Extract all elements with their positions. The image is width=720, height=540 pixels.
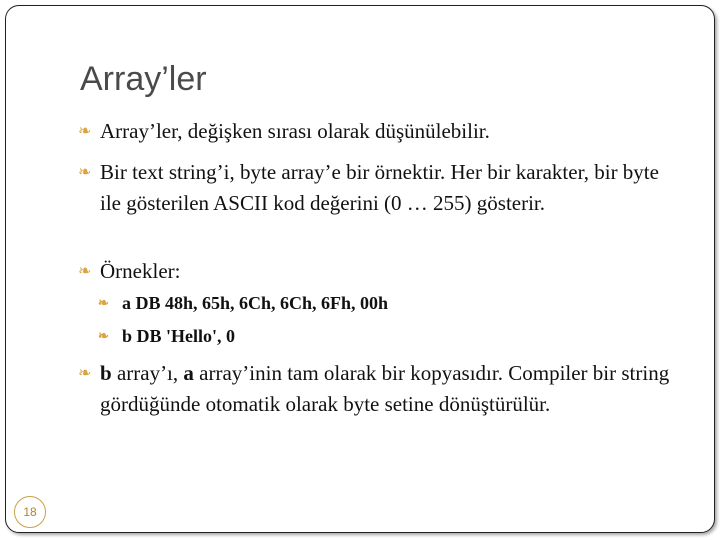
bullet-text: array’inin tam olarak bir kopyasıdır. Compiler bir string gördüğünde otomatik olarak byte setine dönüştürülür. [100,361,670,416]
array-name-b: b [100,361,112,385]
bullet-text: array’ı, [111,361,184,385]
bullet-marker-icon: ❧ [98,328,109,343]
slide-number-badge [14,496,46,528]
bullet-item [78,358,678,420]
example-item [98,289,678,317]
bullet-item [78,256,678,287]
example-text: b DB 'Hello', 0 [122,326,236,346]
bullet-text: Array’ler, değişken sırası olarak düşünülebilir. [100,119,490,143]
example-item [98,322,678,350]
bullet-marker-icon: ❧ [78,123,92,140]
example-text: a DB 48h, 65h, 6Ch, 6Ch, 6Fh, 00h [122,293,389,313]
array-name-a: a [183,361,194,385]
bullet-marker-icon: ❧ [78,365,92,382]
bullet-item [78,116,678,147]
slide-title: Array’ler [80,60,207,98]
bullet-marker-icon: ❧ [98,295,109,310]
bullet-marker-icon: ❧ [78,164,92,181]
bullet-text: Bir text string’i, byte array’e bir örnektir. Her bir karakter, bir byte ile gösterilen ASCII kod değerini (0 … 255) gösterir. [100,160,659,215]
page-number: 18 [23,505,37,519]
bullet-marker-icon: ❧ [78,263,92,280]
bullet-item [78,157,678,219]
bullet-text: Örnekler: [100,259,181,283]
